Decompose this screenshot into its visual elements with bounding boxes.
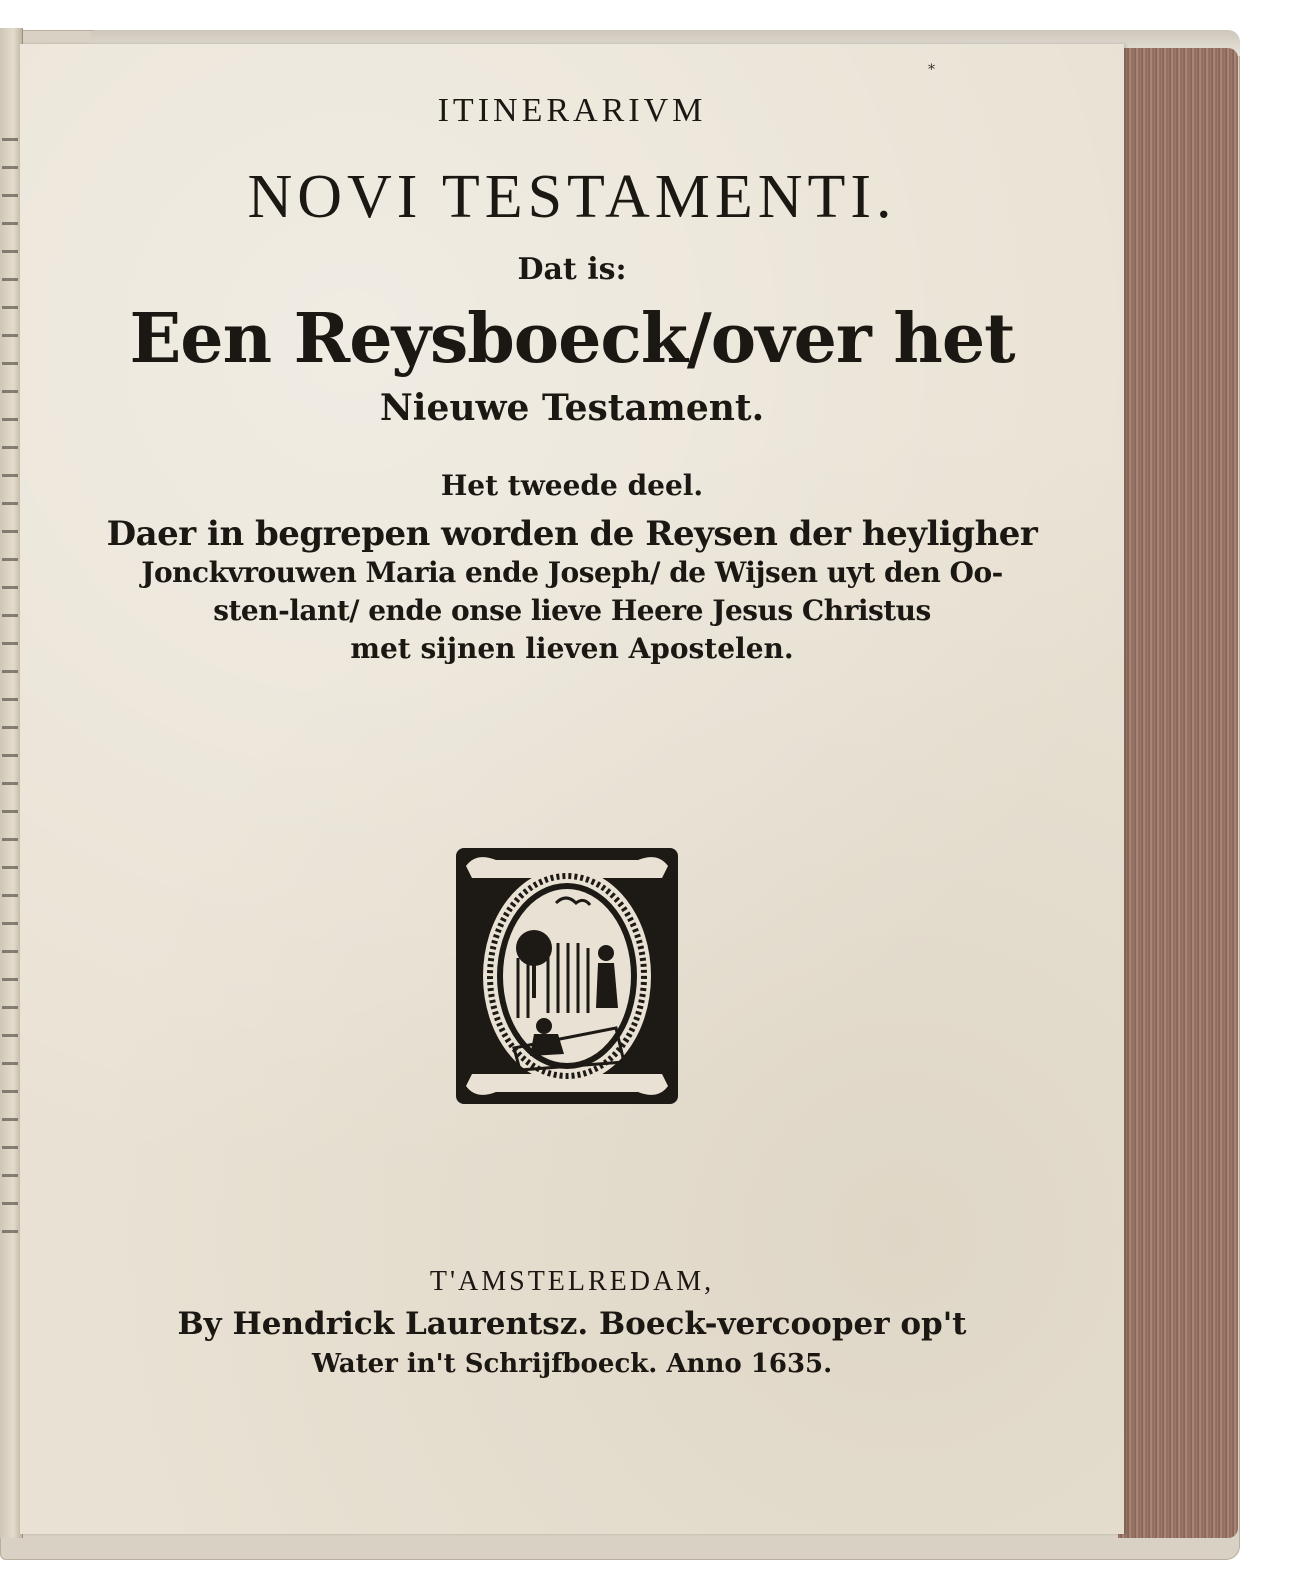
subtitle-nieuwe-testament: Nieuwe Testament.: [379, 387, 765, 429]
subtitle-dat-is: Dat is:: [517, 252, 627, 287]
description-line-2: Jonckvrouwen Maria ende Joseph/ de Wijsen uyt den Oo-: [141, 556, 1003, 589]
fore-edge-red: [1118, 48, 1238, 1538]
printers-device-icon: [456, 848, 678, 1104]
part-label: Het tweede deel.: [440, 469, 704, 502]
title-line-itinerarium: ITINERARIVM: [437, 92, 707, 129]
imprint-address-year: Water in't Schrijfboeck. Anno 1635.: [311, 1349, 833, 1379]
imprint-city: T'AMSTELREDAM,: [429, 1266, 715, 1297]
description-line-3: sten-lant/ ende onse lieve Heere Jesus Christus: [213, 594, 931, 627]
title-page: [20, 44, 1124, 1534]
imprint-publisher: By Hendrick Laurentsz. Boeck-vercooper op't: [177, 1306, 967, 1342]
page-mark: *: [928, 62, 935, 78]
printers-device-woodcut: [456, 848, 678, 1104]
description-line-4: met sijnen lieven Apostelen.: [350, 632, 794, 665]
subtitle-reysboeck: Een Reysboeck/over het: [129, 299, 1015, 379]
facing-page-text: [2, 138, 18, 1238]
description-line-1: Daer in begrepen worden de Reysen der heyligher: [106, 514, 1038, 554]
title-line-novi-testamenti: NOVI TESTAMENTI.: [247, 163, 897, 231]
